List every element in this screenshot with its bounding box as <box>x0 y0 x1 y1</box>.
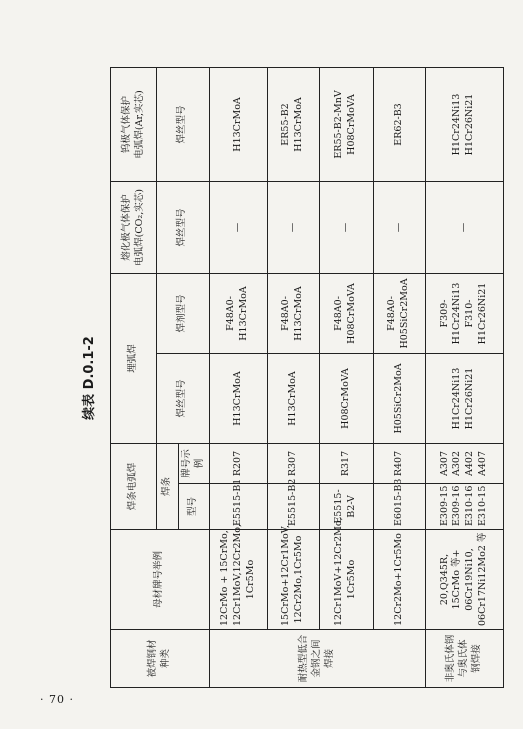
grade-cell: 12Cr2Mo+1Cr5Mo <box>373 530 425 630</box>
welding-materials-table <box>110 67 504 688</box>
co2-wire-cell: — <box>209 181 267 273</box>
flux-cell: F309- H1Cr24Ni13 F310- H1Cr26Ni21 <box>425 273 503 353</box>
header-flux-model: 焊剂型号 <box>157 273 210 353</box>
electrode-model-cell: E6015-B3 <box>373 484 425 530</box>
table-row <box>209 67 267 687</box>
flux-cell: F48A0- H05SiCr2MoA <box>373 273 425 353</box>
saw-wire-cell: H05SiCr2MoA <box>373 353 425 443</box>
table-row <box>267 67 319 687</box>
table-row <box>425 67 503 687</box>
electrode-model-cell: E5515-B1 <box>209 484 267 530</box>
grade-cell: 12CrMo + 15CrMo, 12Cr1MoV,12Cr2Mo, 1Cr5Mo <box>209 530 267 630</box>
saw-wire-cell: H08CrMoVA <box>319 353 373 443</box>
electrode-model-cell: E309-15 E309-16 E310-16 E310-15 <box>425 484 503 530</box>
grade-cell: 15CrMo+12Cr1MoV, 12Cr2Mo,1Cr5Mo <box>267 530 319 630</box>
header-saw-wire-model: 焊丝型号 <box>157 353 210 443</box>
grade-cell: 12Cr1MoV+12Cr2Mo, 1Cr5Mo <box>319 530 373 630</box>
header-electrode: 焊条 <box>157 443 179 529</box>
steel-type-cell: 非奥氏体钢 与奥氏体 钢焊接 <box>425 630 503 688</box>
electrode-model-cell: E5515-B2 <box>267 484 319 530</box>
co2-wire-cell: — <box>319 181 373 273</box>
header-submerged-arc: 埋弧焊 <box>111 273 157 443</box>
flux-cell: F48A0- H13CrMoA <box>267 273 319 353</box>
brand-cell: A307 A302 A402 A407 <box>425 443 503 483</box>
header-arc-welding: 焊条电弧焊 <box>111 443 157 529</box>
saw-wire-cell: H13CrMoA <box>209 353 267 443</box>
co2-wire-cell: — <box>425 181 503 273</box>
ar-wire-cell: H1Cr24Ni13 H1Cr26Ni21 <box>425 67 503 181</box>
brand-cell: R307 <box>267 443 319 483</box>
flux-cell: F48A0- H13CrMoA <box>209 273 267 353</box>
flux-cell: F48A0- H08CrMoVA <box>319 273 373 353</box>
header-ar-wire-model: 焊丝型号 <box>157 67 210 181</box>
saw-wire-cell: H13CrMoA <box>267 353 319 443</box>
co2-wire-cell: — <box>373 181 425 273</box>
steel-type-cell: 耐热型低合 金钢之间 焊接 <box>209 630 425 688</box>
brand-cell: R207 <box>209 443 267 483</box>
ar-wire-cell: ER62-B3 <box>373 67 425 181</box>
header-ar-welding: 钨极气体保护 电弧焊(Ar,实芯) <box>111 67 157 181</box>
table-title: 续表 D.0.1-2 <box>82 336 97 420</box>
table-row <box>319 67 373 687</box>
header-steel-type: 被焊钢材 种类 <box>111 630 210 688</box>
rotated-table-page <box>74 68 494 688</box>
header-co2-welding: 熔化极气体保护 电弧焊(CO₂,实芯) <box>111 181 157 273</box>
grade-cell: 20,Q345R, 15CrMo 等+ 06Cr19Ni10, 06Cr17Ni12Mo2 等 <box>425 530 503 630</box>
header-brand-example: 牌号示例 <box>179 443 210 483</box>
saw-wire-cell: H1Cr24Ni13 H1Cr26Ni21 <box>425 353 503 443</box>
brand-cell: R407 <box>373 443 425 483</box>
electrode-model-cell: E5515- B2-V <box>319 484 373 530</box>
ar-wire-cell: ER55-B2-MnV H08CrMoVA <box>319 67 373 181</box>
header-grade-examples: 母材牌号举例 <box>111 530 210 630</box>
header-co2-wire-model: 焊丝型号 <box>157 181 210 273</box>
brand-cell: R317 <box>319 443 373 483</box>
ar-wire-cell: H13CrMoA <box>209 67 267 181</box>
co2-wire-cell: — <box>267 181 319 273</box>
header-electrode-model: 型号 <box>179 484 210 530</box>
table-row <box>373 67 425 687</box>
ar-wire-cell: ER55-B2 H13CrMoA <box>267 67 319 181</box>
page-number: · 70 · <box>40 693 74 706</box>
